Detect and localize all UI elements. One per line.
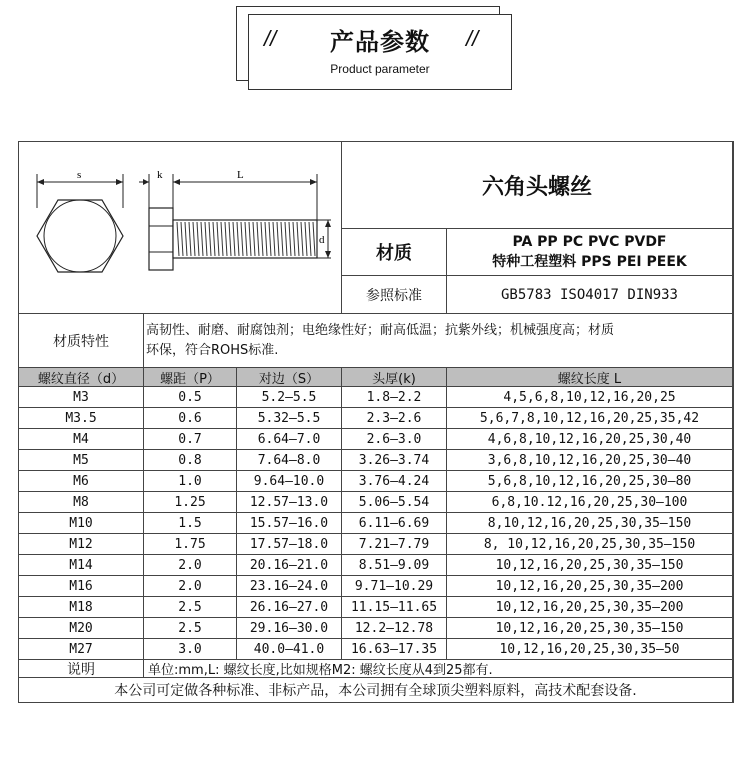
cell-col-thread-length: 10,12,16,20,25,30,35—150 bbox=[447, 618, 733, 639]
cell-col-head-height: 3.76—4.24 bbox=[342, 471, 447, 492]
dim-k-label: k bbox=[157, 169, 163, 181]
material-label: 材质 bbox=[342, 229, 447, 276]
cell-col-diameter: M3 bbox=[19, 387, 144, 408]
cell-col-pitch: 3.0 bbox=[144, 639, 237, 660]
cell-col-head-height: 8.51—9.09 bbox=[342, 555, 447, 576]
cell-col-diameter: M18 bbox=[19, 597, 144, 618]
header-subtitle: Product parameter bbox=[330, 62, 430, 76]
cell-col-across-flats: 40.0—41.0 bbox=[237, 639, 342, 660]
cell-col-thread-length: 8,10,12,16,20,25,30,35—150 bbox=[447, 513, 733, 534]
cell-col-diameter: M6 bbox=[19, 471, 144, 492]
dim-s-label: s bbox=[77, 169, 82, 181]
cell-col-across-flats: 6.64—7.0 bbox=[237, 429, 342, 450]
header-col-diameter: 螺纹直径（d） bbox=[19, 368, 144, 387]
cell-col-diameter: M20 bbox=[19, 618, 144, 639]
material-value bbox=[447, 229, 733, 276]
cell-col-pitch: 0.5 bbox=[144, 387, 237, 408]
material-line-2: 特种工程塑料 PPS PEI PEEK bbox=[492, 254, 687, 270]
cell-col-thread-length: 6,8,10.12,16,20,25,30—100 bbox=[447, 492, 733, 513]
cell-col-pitch: 2.0 bbox=[144, 555, 237, 576]
property-line-2: 环保，符合ROHS标准. bbox=[146, 342, 279, 358]
cell-col-pitch: 1.5 bbox=[144, 513, 237, 534]
header-col-across-flats: 对边（S） bbox=[237, 368, 342, 387]
cell-col-diameter: M4 bbox=[19, 429, 144, 450]
standard-label: 参照标准 bbox=[342, 276, 447, 314]
cell-col-head-height: 7.21—7.79 bbox=[342, 534, 447, 555]
cell-col-head-height: 6.11—6.69 bbox=[342, 513, 447, 534]
cell-col-pitch: 0.6 bbox=[144, 408, 237, 429]
header-right-mark: // bbox=[466, 26, 479, 51]
header-col-head-height: 头厚(k) bbox=[342, 368, 447, 387]
footer-note: 本公司可定做各种标准、非标产品，本公司拥有全球顶尖塑料原料，高技术配套设备. bbox=[19, 678, 733, 702]
product-name: 六角头螺丝 bbox=[342, 142, 733, 229]
cell-col-diameter: M3.5 bbox=[19, 408, 144, 429]
hex-bolt-drawing bbox=[19, 142, 342, 314]
cell-col-head-height: 2.6—3.0 bbox=[342, 429, 447, 450]
header-left-mark: // bbox=[264, 26, 277, 51]
cell-col-diameter: M5 bbox=[19, 450, 144, 471]
cell-col-diameter: M27 bbox=[19, 639, 144, 660]
cell-col-thread-length: 10,12,16,20,25,30,35—150 bbox=[447, 555, 733, 576]
cell-col-head-height: 5.06—5.54 bbox=[342, 492, 447, 513]
cell-col-head-height: 3.26—3.74 bbox=[342, 450, 447, 471]
cell-col-thread-length: 10,12,16,20,25,30,35—200 bbox=[447, 576, 733, 597]
cell-col-pitch: 1.25 bbox=[144, 492, 237, 513]
cell-col-thread-length: 5,6,7,8,10,12,16,20,25,35,42 bbox=[447, 408, 733, 429]
header-col-pitch: 螺距（P） bbox=[144, 368, 237, 387]
property-line-1: 高韧性、耐磨、耐腐蚀剂；电绝缘性好；耐高低温；抗紫外线；机械强度高；材质 bbox=[146, 322, 615, 338]
cell-col-thread-length: 5,6,8,10,12,16,20,25,30—80 bbox=[447, 471, 733, 492]
header-col-thread-length: 螺纹长度 L bbox=[447, 368, 733, 387]
header-title: 产品参数 bbox=[330, 28, 430, 56]
dim-d-label: d bbox=[319, 234, 325, 246]
cell-col-across-flats: 5.32—5.5 bbox=[237, 408, 342, 429]
cell-col-across-flats: 23.16—24.0 bbox=[237, 576, 342, 597]
cell-col-pitch: 2.0 bbox=[144, 576, 237, 597]
cell-col-diameter: M16 bbox=[19, 576, 144, 597]
cell-col-diameter: M14 bbox=[19, 555, 144, 576]
cell-col-across-flats: 15.57—16.0 bbox=[237, 513, 342, 534]
cell-col-across-flats: 9.64—10.0 bbox=[237, 471, 342, 492]
cell-col-across-flats: 26.16—27.0 bbox=[237, 597, 342, 618]
cell-col-across-flats: 12.57—13.0 bbox=[237, 492, 342, 513]
cell-col-diameter: M12 bbox=[19, 534, 144, 555]
cell-col-head-height: 1.8—2.2 bbox=[342, 387, 447, 408]
cell-col-diameter: M8 bbox=[19, 492, 144, 513]
dim-L-label: L bbox=[237, 169, 244, 181]
cell-col-thread-length: 10,12,16,20,25,30,35—50 bbox=[447, 639, 733, 660]
cell-col-diameter: M10 bbox=[19, 513, 144, 534]
cell-col-thread-length: 10,12,16,20,25,30,35—200 bbox=[447, 597, 733, 618]
cell-col-across-flats: 17.57—18.0 bbox=[237, 534, 342, 555]
cell-col-head-height: 12.2—12.78 bbox=[342, 618, 447, 639]
note-label: 说明 bbox=[19, 660, 144, 678]
cell-col-pitch: 0.8 bbox=[144, 450, 237, 471]
material-line-1: PA PP PC PVC PVDF bbox=[512, 234, 667, 250]
cell-col-across-flats: 29.16—30.0 bbox=[237, 618, 342, 639]
cell-col-thread-length: 4,6,8,10,12,16,20,25,30,40 bbox=[447, 429, 733, 450]
bolt-diagram-svg bbox=[19, 142, 341, 313]
cell-col-across-flats: 7.64—8.0 bbox=[237, 450, 342, 471]
cell-col-pitch: 1.75 bbox=[144, 534, 237, 555]
cell-col-across-flats: 20.16—21.0 bbox=[237, 555, 342, 576]
property-label: 材质特性 bbox=[19, 314, 144, 368]
cell-col-pitch: 1.0 bbox=[144, 471, 237, 492]
cell-col-pitch: 0.7 bbox=[144, 429, 237, 450]
note-value: 单位:mm,L: 螺纹长度,比如规格M2: 螺纹长度从4到25都有. bbox=[144, 660, 733, 678]
cell-col-thread-length: 3,6,8,10,12,16,20,25,30—40 bbox=[447, 450, 733, 471]
cell-col-head-height: 16.63—17.35 bbox=[342, 639, 447, 660]
cell-col-across-flats: 5.2—5.5 bbox=[237, 387, 342, 408]
spec-table bbox=[18, 141, 734, 703]
property-value bbox=[144, 314, 733, 368]
cell-col-pitch: 2.5 bbox=[144, 597, 237, 618]
cell-col-pitch: 2.5 bbox=[144, 618, 237, 639]
standard-value: GB5783 ISO4017 DIN933 bbox=[447, 276, 733, 314]
cell-col-head-height: 9.71—10.29 bbox=[342, 576, 447, 597]
cell-col-thread-length: 4,5,6,8,10,12,16,20,25 bbox=[447, 387, 733, 408]
cell-col-head-height: 11.15—11.65 bbox=[342, 597, 447, 618]
cell-col-head-height: 2.3—2.6 bbox=[342, 408, 447, 429]
cell-col-thread-length: 8, 10,12,16,20,25,30,35—150 bbox=[447, 534, 733, 555]
